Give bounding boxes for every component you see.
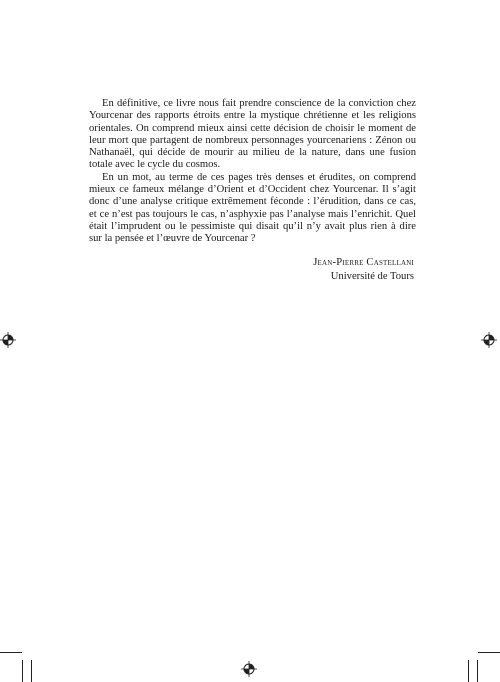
crop-mark [22,660,23,682]
author-affiliation: Université de Tours [330,271,414,282]
review-text [89,98,416,246]
crop-mark [477,660,478,682]
paragraph-1: En définitive, ce livre nous fait prendre conscience de la conviction chez Yourcenar des rapports étroits entre la mystique chrétienne et les religions orientales. On comprend mieux ainsi cette décision de choisir le moment de leur mort que partagent de nombreux personnages yourcenariens : Zénon ou Nathanaël, qui décide de mourir au milieu de la nature, dans une fusion totale avec le cycle du cosmos. [89,98,416,171]
registration-mark-icon [481,332,497,348]
registration-mark-icon [241,661,257,677]
crop-mark [468,660,469,682]
paragraph-2: En un mot, au terme de ces pages très denses et érudites, on comprend mieux ce fameux mélange d’Orient et d’Occident chez Yourcenar. Il s’agit donc d’une analyse critique extrêmement féconde : l’érudition, dans ce cas, et ce n’est pas toujours le cas, n’asphyxie pas l’analyse mais l’enrichit. Quel était l’imprudent ou le pessimiste qui disait qu’il n’y avait plus rien à dire sur la pensée et l’œuvre de Yourcenar ? [89,171,416,245]
registration-mark-icon [0,332,16,348]
crop-mark [31,660,32,682]
crop-mark [478,652,500,653]
crop-mark [0,652,22,653]
author-name: Jean-Pierre Castellani [313,257,414,268]
